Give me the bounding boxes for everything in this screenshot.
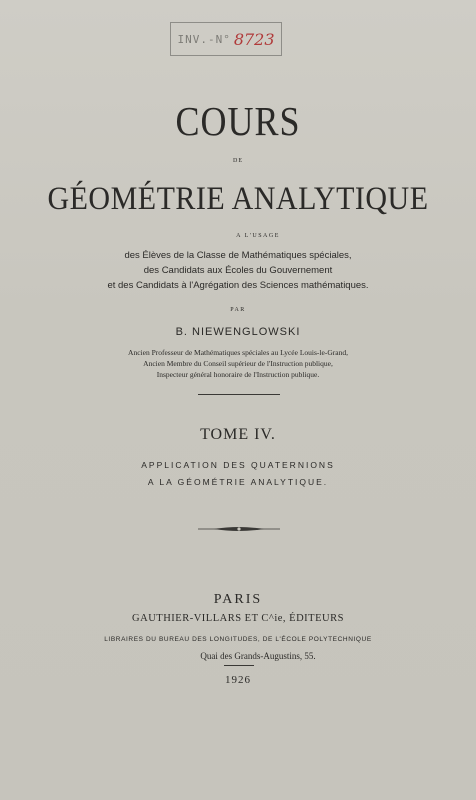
ornament-divider-icon bbox=[196, 524, 282, 534]
author-name: B. NIEWENGLOWSKI bbox=[175, 326, 301, 338]
audience-line: des Élèves de la Classe de Mathématiques spéciales, bbox=[124, 250, 352, 261]
author-par: PAR bbox=[230, 307, 246, 313]
volume-subtitle: APPLICATION DES QUATERNIONS bbox=[141, 460, 335, 470]
author-credential: Inspecteur général honoraire de l'Instruction publique. bbox=[156, 370, 320, 379]
stamp-printed-text: INV.-N° bbox=[177, 32, 231, 46]
stamp-handwritten-number: 8723 bbox=[233, 29, 275, 49]
divider-rule-small bbox=[224, 665, 254, 666]
title-cours: COURS bbox=[175, 98, 301, 144]
audience-line: des Candidats aux Écoles du Gouvernement bbox=[143, 265, 333, 276]
volume-tome: TOME IV. bbox=[200, 426, 276, 443]
inventory-stamp bbox=[170, 22, 282, 56]
title-de: DE bbox=[233, 158, 243, 164]
author-credential: Ancien Professeur de Mathématiques spéciales au Lycée Louis-le-Grand, bbox=[128, 348, 348, 357]
audience-line: et des Candidats à l'Agrégation des Sciences mathématiques. bbox=[107, 280, 369, 291]
divider-rule bbox=[198, 394, 280, 395]
main-title: GÉOMÉTRIE ANALYTIQUE bbox=[47, 180, 429, 217]
imprint-publisher: GAUTHIER-VILLARS ET C^ie, ÉDITEURS bbox=[132, 613, 344, 624]
imprint-year: 1926 bbox=[225, 674, 251, 686]
imprint-city: PARIS bbox=[213, 592, 263, 607]
imprint-libraires: LIBRAIRES DU BUREAU DES LONGITUDES, DE L'ÉCOLE POLYTECHNIQUE bbox=[104, 636, 372, 643]
author-credential: Ancien Membre du Conseil supérieur de l'Instruction publique, bbox=[143, 359, 333, 368]
audience-intro: A L'USAGE bbox=[236, 233, 280, 239]
volume-subtitle: A LA GÉOMÉTRIE ANALYTIQUE. bbox=[147, 477, 329, 487]
imprint-address: Quai des Grands-Augustins, 55. bbox=[200, 651, 316, 661]
